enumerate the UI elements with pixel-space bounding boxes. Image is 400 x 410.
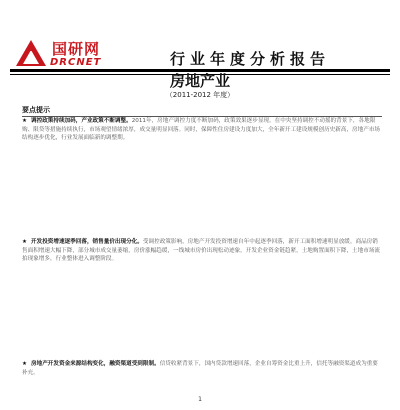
point-body: 信贷收紧背景下，国内贷款增速回落，企业自筹资金比重上升，信托等融资渠道成为重要补充。 [22, 361, 378, 376]
page-number: 1 [198, 396, 202, 403]
point-lead: 调控政策持续加码，产业政策不断调整。 [31, 118, 132, 124]
logo-icon [14, 38, 48, 68]
point-body: 受调控政策影响，房地产开发投资增速自年中起逐季回落，新开工面积增速明显放缓。商品房销售面积增速大幅下降，部分城市成交量萎缩，房价涨幅趋缓，一线城市房价出现松动迹象。开发企业资金链趋紧，土地购置面积下降，土地市场流拍现象增多，行业整体进入调整阶段。 [22, 239, 381, 263]
document-title: 房地产业 [169, 72, 230, 90]
logo-name-en: DRCNET [50, 57, 102, 68]
report-type-title: 行业年度分析报告 [170, 50, 331, 68]
summary-point-2 [22, 238, 382, 358]
report-header [10, 4, 390, 70]
point-body: 2011年，房地产调控力度不断加码，政策效果逐步显现。在中央坚持调控不动摇的背景下，各地限购、限贷等措施持续执行，市场观望情绪浓厚，成交量明显回落。同时，保障性住房建设力度加大，全年新开工建设规模创历史新高，房地产市场结构逐步优化，行业发展面临新的调整期。 [22, 118, 381, 142]
document-subtitle: （2011-2012 年度） [165, 91, 235, 99]
logo-name-cn: 国研网 [52, 40, 101, 58]
summary-point-3 [22, 360, 382, 394]
point-lead: 房地产开发资金来源结构变化，融资渠道受到限制。 [31, 361, 160, 367]
star-bullet-icon: ★ [22, 361, 28, 367]
star-bullet-icon: ★ [22, 239, 28, 245]
summary-point-1 [22, 117, 382, 237]
summary-heading: 要点提示 [22, 106, 50, 114]
star-bullet-icon: ★ [22, 118, 28, 124]
point-lead: 开发投资增速逐季回落，销售量价出现分化。 [31, 239, 143, 245]
